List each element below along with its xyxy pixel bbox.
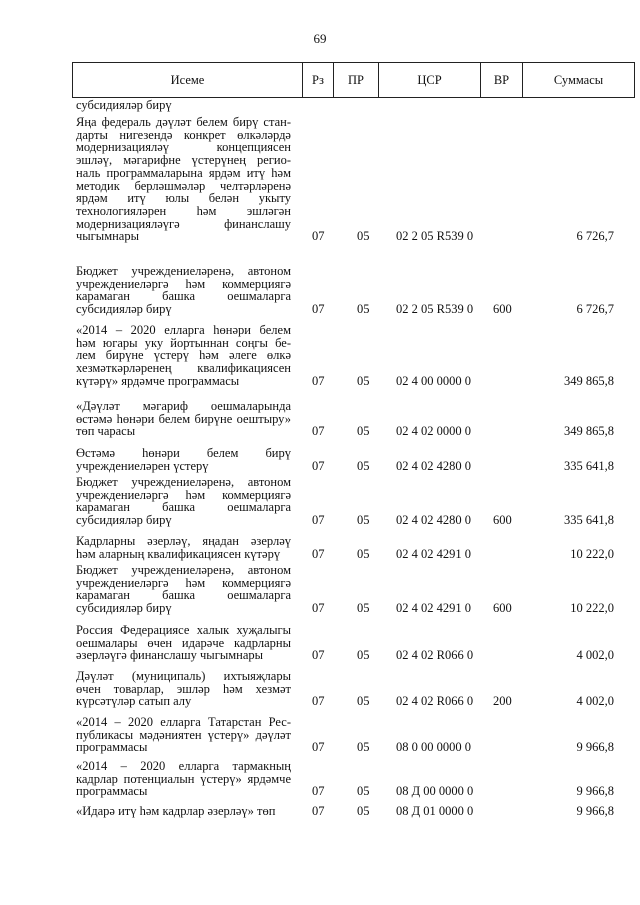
row-name-line: кадрлар потенциалын үстерү» ярдәмче [76,771,291,786]
row-rz: 07 [312,648,325,663]
row-name-line: наль программаларына ярдәм итү һәм [76,165,291,180]
row-pr: 05 [357,424,370,439]
row-name-line: төп чарасы [76,424,136,439]
row-name [76,116,291,243]
row-vr: 200 [493,694,512,709]
row-sum: 10 222,0 [570,546,614,561]
row-name-line: Дәүләт (муниципаль) ихтыяҗлары [76,669,291,683]
row-name-line: «Идарә итү һәм кадрлар әзерләү» төп [76,804,276,818]
row-name-line: «Дәүләт мәгариф оешмаларында [76,399,291,413]
row-name-line: учреждениеләргә һәм коммерциягә [76,276,291,291]
row-name-line: субсидияләр бирү [76,302,172,317]
row-pr: 05 [357,648,370,663]
row-name-line: карамаган башка оешмаларга [76,289,291,304]
row-name-line: учреждениеләргә һәм коммерциягә [76,487,291,502]
row-csr: 02 4 02 0000 0 [396,424,471,439]
row-name-line: оешмалары өчен идарәче кадрларны [76,635,291,650]
row-pr: 05 [357,373,370,388]
row-name-line: ярдәм итү юлы белән укыту [76,191,291,206]
row-sum: 6 726,7 [576,229,614,244]
row-name-line: публикасы мәдәниятен үстерү» дәүләт [76,727,291,742]
row-name [76,564,291,615]
row-rz: 07 [312,229,325,244]
row-rz: 07 [312,424,325,439]
row-name-line: субсидияләр бирү [76,513,172,528]
page-number: 69 [313,31,327,46]
row-name [76,265,291,316]
row-csr: 02 2 05 R539 0 [396,229,474,244]
row-name-line: Яңа федераль дәүләт белем бирү стан- [76,115,291,129]
row-csr: 02 4 02 4291 0 [396,601,471,616]
row-vr: 600 [493,513,512,528]
row-csr: 02 4 02 4280 0 [396,513,471,528]
header-rz: Рз [302,63,333,97]
row-name [76,624,291,662]
row-sum: 9 966,8 [576,784,614,799]
row-name-line: «2014 – 2020 елларга Татарстан Рес- [76,715,291,729]
row-name [76,535,291,560]
row-sum: 335 641,8 [564,458,614,473]
row-name-line: өчен товарлар, эшләр һәм хезмәт [76,681,291,696]
row-name-line: карамаган башка оешмаларга [76,588,291,603]
row-name-line: күрсәтүләр сатып алу [76,694,192,709]
row-sum: 4 002,0 [576,694,614,709]
row-name [76,760,291,798]
row-name-line: Россия Федерациясе халык хуҗалыгы [76,623,291,637]
row-name-line: модернизацияләүгә финанслашу [76,216,291,231]
header-sum: Суммасы [522,63,634,97]
row-name-line: учреждениеләргә һәм коммерциягә [76,575,291,590]
row-pr: 05 [357,784,370,799]
row-name-line: күтәрү» ярдәмче программасы [76,373,240,388]
row-name-line: һәм югары уку йортыннан соңгы бе- [76,335,291,350]
row-name-line: Бюджет учреждениеләренә, автоном [76,264,291,278]
row-rz: 07 [312,804,325,818]
row-pr: 05 [357,804,370,818]
row-rz: 07 [312,784,325,799]
row-name-line: Өстәмә һөнәри белем бирү [76,446,291,460]
header-csr: ЦСР [378,63,480,97]
row-name [76,670,291,708]
row-name [76,99,291,112]
row-pr: 05 [357,513,370,528]
row-name-line: хезмәткәрләренең квалификациясен [76,361,291,376]
row-rz: 07 [312,302,325,317]
row-sum: 349 865,8 [564,424,614,439]
row-pr: 05 [357,740,370,755]
row-name-line: эшләү, мәгарифне үстерүнең регио- [76,153,291,168]
row-sum: 335 641,8 [564,513,614,528]
row-csr: 02 4 00 0000 0 [396,373,471,388]
row-name-line: методик берләшмәләр челтәрләренә [76,178,291,193]
row-pr: 05 [357,546,370,561]
row-sum: 6 726,7 [576,302,614,317]
row-rz: 07 [312,601,325,616]
row-rz: 07 [312,546,325,561]
row-name-line: чыгымнары [76,229,140,244]
row-csr: 08 0 00 0000 0 [396,740,471,755]
row-name-line: Кадрларны әзерләү, яңадан әзерләү [76,534,291,548]
row-name-line: технологияләрен һәм эшләгән [76,203,291,218]
row-name-line: модернизацияләү концепциясен [76,140,291,155]
row-rz: 07 [312,458,325,473]
row-name-line: программасы [76,784,148,799]
row-pr: 05 [357,458,370,473]
header-pr: ПР [333,63,378,97]
row-sum: 349 865,8 [564,373,614,388]
row-sum: 10 222,0 [570,601,614,616]
row-pr: 05 [357,229,370,244]
row-name-line: Бюджет учреждениеләренә, автоном [76,563,291,577]
row-name [76,716,291,754]
row-csr: 02 4 02 4280 0 [396,458,471,473]
row-name-line: Бюджет учреждениеләренә, автоном [76,475,291,489]
row-rz: 07 [312,740,325,755]
row-name-line: субсидияләр бирү [76,98,172,112]
row-name [76,400,291,438]
header-vr: ВР [480,63,522,97]
row-sum: 9 966,8 [576,804,614,818]
row-csr: 08 Д 01 0000 0 [396,804,474,818]
row-name-line: «2014 – 2020 елларга һөнәри белем [76,323,291,337]
row-pr: 05 [357,694,370,709]
row-csr: 02 4 02 4291 0 [396,546,471,561]
row-name [76,476,291,527]
row-name [76,805,291,818]
row-name-line: өстәмә һөнәри белем бирүне оештыру» [76,411,291,426]
row-name-line: субсидияләр бирү [76,601,172,616]
row-name-line: дарты нигезендә конкрет өлкәләрдә [76,127,291,142]
row-rz: 07 [312,513,325,528]
row-name-line: «2014 – 2020 елларга тармакның [76,759,291,773]
table-header [72,62,635,98]
row-sum: 4 002,0 [576,648,614,663]
row-name-line: программасы [76,740,148,755]
row-name-line: әзерләүгә финанслашу чыгымнары [76,648,264,663]
row-csr: 02 4 02 R066 0 [396,694,474,709]
row-name [76,447,291,472]
row-name-line: учреждениеләрен үстерү [76,458,209,473]
row-csr: 02 4 02 R066 0 [396,648,474,663]
row-pr: 05 [357,302,370,317]
row-name-line: карамаган башка оешмаларга [76,500,291,515]
row-sum: 9 966,8 [576,740,614,755]
row-csr: 02 2 05 R539 0 [396,302,474,317]
row-rz: 07 [312,373,325,388]
row-rz: 07 [312,694,325,709]
header-name: Исеме [170,73,205,87]
row-vr: 600 [493,601,512,616]
row-vr: 600 [493,302,512,317]
row-name-line: лем бирүне үстерү һәм әлеге өлкә [76,348,291,363]
row-csr: 08 Д 00 0000 0 [396,784,474,799]
row-name-line: һәм аларның квалификациясен күтәрү [76,546,281,561]
row-name [76,324,291,388]
row-pr: 05 [357,601,370,616]
